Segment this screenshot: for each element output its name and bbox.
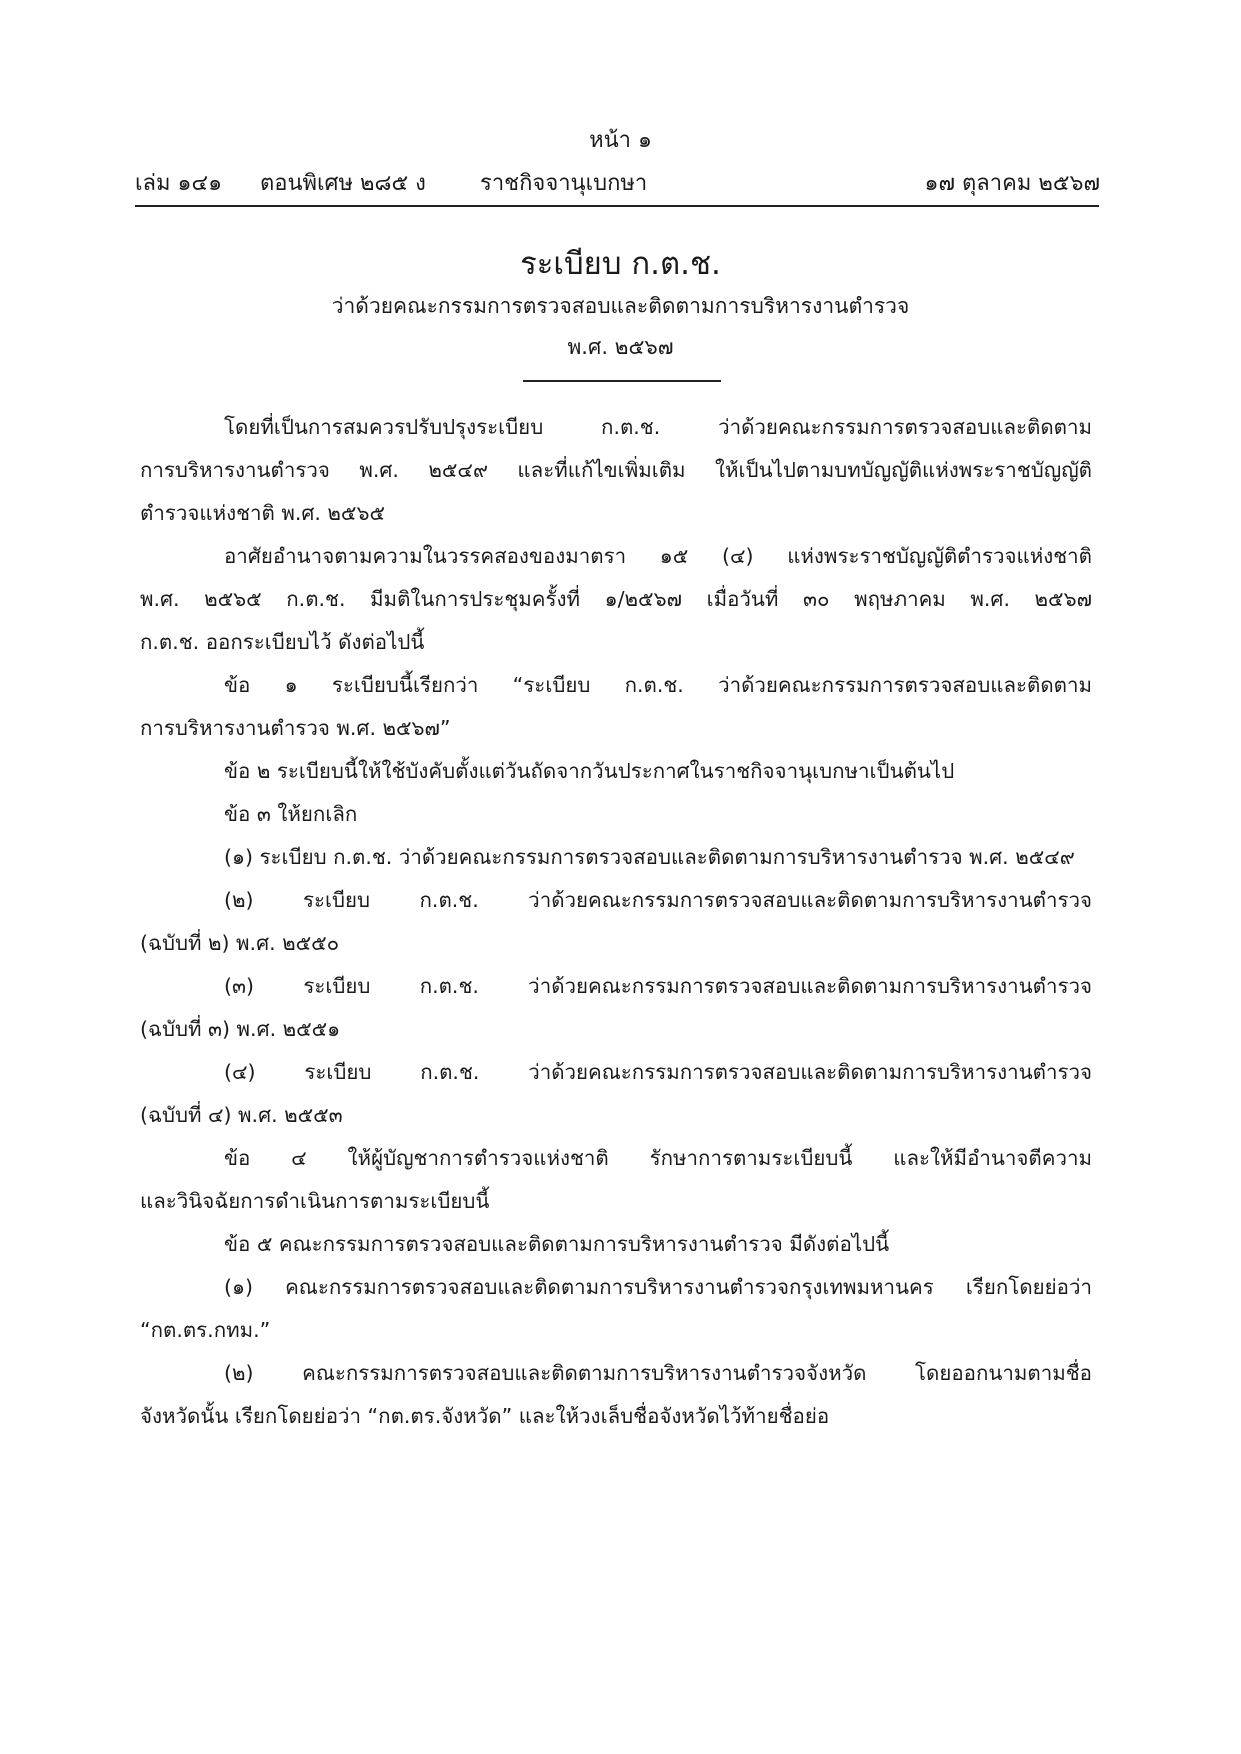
clause-3-item-4: (๔) ระเบียบ ก.ต.ช. ว่าด้วยคณะกรรมการตรวจสอบและติดตามการบริหารงานตำรวจ (224, 1060, 1092, 1084)
title-divider (523, 380, 721, 382)
section-number: ตอนพิเศษ ๒๘๕ ง (260, 171, 426, 196)
paragraph-line: การบริหารงานตำรวจ พ.ศ. ๒๕๖๗” (140, 716, 451, 740)
clause-5-item-1: (๑) คณะกรรมการตรวจสอบและติดตามการบริหารงานตำรวจกรุงเทพมหานคร เรียกโดยย่อว่า (224, 1275, 1092, 1299)
paragraph-line: อาศัยอำนาจตามความในวรรคสองของมาตรา ๑๕ (๔) แห่งพระราชบัญญัติตำรวจแห่งชาติ (224, 544, 1092, 568)
clause-3-item-2: (๒) ระเบียบ ก.ต.ช. ว่าด้วยคณะกรรมการตรวจสอบและติดตามการบริหารงานตำรวจ (224, 888, 1092, 912)
gazette-header (135, 165, 1100, 199)
paragraph-line: โดยที่เป็นการสมควรปรับปรุงระเบียบ ก.ต.ช. ว่าด้วยคณะกรรมการตรวจสอบและติดตาม (224, 415, 1092, 439)
document-year: พ.ศ. ๒๕๖๗ (567, 335, 674, 359)
volume-number: เล่ม ๑๔๑ (135, 171, 223, 196)
paragraph-line: (ฉบับที่ ๓) พ.ศ. ๒๕๕๑ (140, 1017, 341, 1041)
paragraph-line: และวินิจฉัยการดำเนินการตามระเบียบนี้ (140, 1189, 490, 1213)
page-number: หน้า ๑ (589, 128, 652, 153)
publication-date: ๑๗ ตุลาคม ๒๕๖๗ (924, 171, 1100, 196)
document-title: ระเบียบ ก.ต.ช. (520, 246, 721, 282)
clause-3: ข้อ ๓ ให้ยกเลิก (224, 802, 358, 826)
clause-3-item-1: (๑) ระเบียบ ก.ต.ช. ว่าด้วยคณะกรรมการตรวจสอบและติดตามการบริหารงานตำรวจ พ.ศ. ๒๕๔๙ (224, 845, 1075, 869)
clause-5-item-2: (๒) คณะกรรมการตรวจสอบและติดตามการบริหารงานตำรวจจังหวัด โดยออกนามตามชื่อ (224, 1361, 1092, 1385)
paragraph-line: จังหวัดนั้น เรียกโดยย่อว่า “กต.ตร.จังหวัด” และให้วงเล็บชื่อจังหวัดไว้ท้ายชื่อย่อ (140, 1404, 830, 1428)
paragraph-line: การบริหารงานตำรวจ พ.ศ. ๒๕๔๙ และที่แก้ไขเพิ่มเติม ให้เป็นไปตามบทบัญญัติแห่งพระราชบัญญัติ (140, 458, 1092, 482)
paragraph-line: (ฉบับที่ ๒) พ.ศ. ๒๕๕๐ (140, 931, 340, 955)
clause-1: ข้อ ๑ ระเบียบนี้เรียกว่า “ระเบียบ ก.ต.ช. ว่าด้วยคณะกรรมการตรวจสอบและติดตาม (224, 673, 1092, 697)
clause-4: ข้อ ๔ ให้ผู้บัญชาการตำรวจแห่งชาติ รักษาการตามระเบียบนี้ และให้มีอำนาจตีความ (224, 1146, 1092, 1170)
paragraph-line: “กต.ตร.กทม.” (140, 1318, 271, 1342)
clause-2: ข้อ ๒ ระเบียบนี้ให้ใช้บังคับตั้งแต่วันถัดจากวันประกาศในราชกิจจานุเบกษาเป็นต้นไป (224, 759, 955, 783)
header-divider (135, 205, 1099, 207)
paragraph-line: พ.ศ. ๒๕๖๕ ก.ต.ช. มีมติในการประชุมครั้งที่ ๑/๒๕๖๗ เมื่อวันที่ ๓๐ พฤษภาคม พ.ศ. ๒๕๖๗ (140, 587, 1092, 611)
paragraph-line: (ฉบับที่ ๔) พ.ศ. ๒๕๕๓ (140, 1103, 343, 1127)
paragraph-line: ก.ต.ช. ออกระเบียบไว้ ดังต่อไปนี้ (140, 630, 425, 654)
clause-5: ข้อ ๕ คณะกรรมการตรวจสอบและติดตามการบริหารงานตำรวจ มีดังต่อไปนี้ (224, 1232, 890, 1256)
clause-3-item-3: (๓) ระเบียบ ก.ต.ช. ว่าด้วยคณะกรรมการตรวจสอบและติดตามการบริหารงานตำรวจ (224, 974, 1092, 998)
publication-name: ราชกิจจานุเบกษา (480, 171, 648, 196)
document-subtitle: ว่าด้วยคณะกรรมการตรวจสอบและติดตามการบริหารงานตำรวจ (331, 294, 910, 318)
paragraph-line: ตำรวจแห่งชาติ พ.ศ. ๒๕๖๕ (140, 501, 385, 525)
